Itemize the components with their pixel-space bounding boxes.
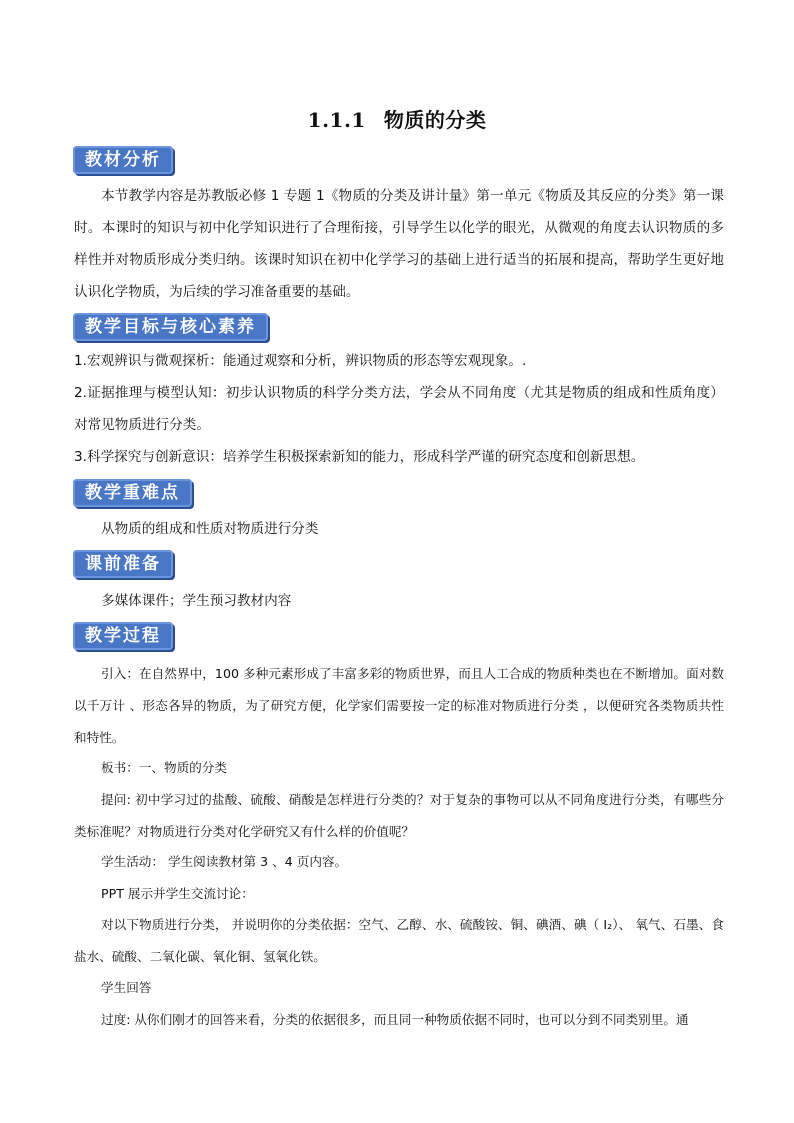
process-question: 提问: 初中学习过的盐酸、硫酸、硝酸是怎样进行分类的？对于复杂的事物可以从不同角度进行分类，有哪些分类标准呢？对物质进行分类对化学研究又有什么样的价值呢？ bbox=[74, 792, 724, 839]
section-heading-prep: 课前准备 bbox=[73, 550, 173, 578]
keypoints-text: 从物质的组成和性质对物质进行分类 bbox=[101, 521, 319, 537]
goal-item-2: 2.证据推理与模型认知：初步认识物质的科学分类方法，学会从不同角度（尤其是物质的组成和性质角度）对常见物质进行分类。 bbox=[74, 385, 724, 433]
process-intro: 引入：在自然界中，100 多种元素形成了丰富多彩的物质世界，而且人工合成的物质种类也在不断增加。面对数以千万计 、形态各异的物质，为了研究方便，化学家们需要按一定的标准对物质进行分类 ，以便研究各类物质共性和特性。 bbox=[74, 666, 724, 745]
section-heading-goals: 教学目标与核心素养 bbox=[73, 313, 268, 341]
analysis-paragraph: 本节教学内容是苏教版必修 1 专题 1《物质的分类及讲计量》第一单元《物质及其反应的分类》第一课时。本课时的知识与初中化学知识进行了合理衔接，引导学生以化学的眼光，从微观的角度去认识物质的多样性并对物质形成分类归纳。该课时知识在初中化学学习的基础上进行适当的拓展和提高，帮助学生更好地认识化学物质，为后续的学习准备重要的基础。 bbox=[74, 188, 724, 300]
process-answer: 学生回答 bbox=[101, 980, 152, 995]
section-heading-keypoints: 教学重难点 bbox=[73, 479, 192, 507]
process-board: 板书：一、物质的分类 bbox=[101, 760, 227, 775]
goal-item-1: 1.宏观辨识与微观探析：能通过观察和分析，辨识物质的形态等宏观现象。. bbox=[74, 353, 527, 369]
title-number: 1.1.1 bbox=[307, 108, 366, 132]
title-text: 物质的分类 bbox=[383, 108, 487, 132]
process-activity: 学生活动： 学生阅读教材第 3 、4 页内容。 bbox=[101, 854, 348, 869]
section-heading-analysis: 教材分析 bbox=[73, 146, 173, 174]
section-heading-process: 教学过程 bbox=[73, 622, 173, 650]
goal-item-3: 3.科学探究与创新意识：培养学生积极探索新知的能力，形成科学严谨的研究态度和创新思想。 bbox=[74, 449, 645, 465]
process-task: 对以下物质进行分类， 并说明你的分类依据：空气、乙醇、水、硫酸铵、铜、碘酒、碘（ I₂）、 氧气、石墨、食盐水、硫酸、二氧化碳、氧化铜、氢氧化铁。 bbox=[74, 917, 724, 964]
process-ppt: PPT 展示并学生交流讨论： bbox=[101, 886, 254, 901]
process-transition: 过度: 从你们刚才的回答来看，分类的依据很多，而且同一种物质依据不同时，也可以分到不同类别里。通 bbox=[101, 1012, 689, 1027]
page-title bbox=[0, 104, 794, 133]
prep-text: 多媒体课件；学生预习教材内容 bbox=[101, 593, 292, 609]
